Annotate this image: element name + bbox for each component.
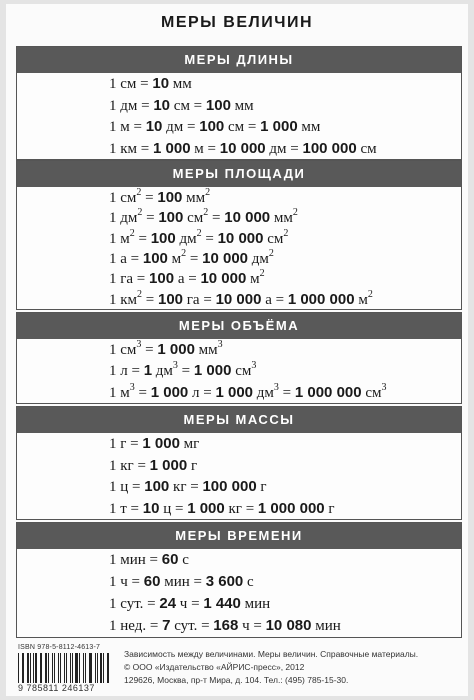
equation-text: =: [142, 210, 159, 227]
equation-value: 1: [143, 362, 153, 380]
equation-text: а =: [261, 291, 288, 308]
equation-text: 1 г =: [109, 436, 143, 452]
barcode-bar: [56, 653, 57, 683]
equation-row: [109, 189, 455, 207]
barcode-bar: [23, 653, 24, 683]
equation-row: [109, 227, 455, 248]
barcode-bar: [85, 653, 86, 683]
equation-value: 168: [213, 617, 239, 634]
equation-value: 1 000: [150, 383, 189, 401]
equation-value: 7: [162, 617, 171, 634]
equation-text: мин: [311, 618, 341, 634]
barcode: [18, 644, 110, 693]
barcode-bar: [89, 653, 90, 683]
equation-text: 1 м: [109, 384, 130, 401]
barcode-bar: [107, 653, 108, 683]
equation-row: [109, 573, 455, 591]
barcode-bar: [20, 653, 21, 683]
section-volume: [16, 312, 462, 404]
equation-row: [109, 457, 455, 475]
equation-value: 100 000: [302, 139, 357, 157]
equation-text: =: [208, 210, 225, 227]
equation-text: мм: [270, 210, 293, 227]
equation-text: дм: [175, 230, 197, 247]
equation-text: 1 м =: [109, 119, 146, 135]
exponent: 2: [203, 207, 209, 219]
imprint-text: [124, 648, 418, 687]
exponent: 2: [129, 227, 135, 239]
equation-text: 1 л =: [109, 363, 144, 380]
equation-row: [109, 617, 455, 635]
equation-text: кг =: [169, 479, 203, 495]
equation-value: 3 600: [205, 573, 244, 590]
equation-value: 100: [199, 118, 225, 135]
section-time: [16, 522, 462, 638]
equation-value: 10 000: [200, 270, 247, 288]
barcode-bar: [81, 653, 82, 683]
exponent: 2: [136, 187, 142, 198]
equation-text: г: [324, 500, 335, 517]
equation-text: мм: [297, 119, 321, 135]
reference-card: [6, 4, 468, 696]
equation-value: 10 000: [224, 209, 271, 227]
equation-row: [109, 341, 455, 359]
equation-value: 100: [157, 189, 183, 206]
exponent: 3: [381, 381, 387, 393]
barcode-bar: [97, 653, 98, 683]
equation-text: дм =: [162, 119, 200, 135]
equation-row: [109, 478, 455, 496]
barcode-bar: [27, 653, 29, 683]
equation-text: 1 км =: [109, 140, 153, 157]
equation-text: мм: [182, 190, 206, 206]
equation-text: мин: [240, 596, 271, 612]
exponent: 2: [283, 227, 289, 239]
equation-text: с: [243, 574, 254, 590]
equation-text: кг =: [224, 500, 258, 517]
equation-value: 1 000 000: [287, 290, 355, 308]
barcode-bar: [83, 653, 84, 683]
equation-text: 1 га =: [109, 271, 150, 288]
barcode-bar: [40, 653, 41, 683]
barcode-bar: [72, 653, 73, 683]
imprint-line: 129626, Москва, пр-т Мира, д. 104. Тел.: (495) 785-15-30.: [124, 675, 349, 685]
equation-value: 1 000: [260, 118, 298, 135]
equation-text: см =: [224, 119, 261, 135]
equation-row: [109, 381, 455, 402]
equation-value: 1 000: [215, 383, 254, 401]
imprint-line: Зависимость между величинами. Меры величин. Справочные материалы.: [124, 649, 419, 659]
equation-value: 10 000: [217, 229, 264, 247]
imprint-footer: [6, 640, 468, 696]
equation-row: [109, 551, 455, 569]
barcode-bar: [45, 653, 47, 683]
isbn-text: ISBN 978-5-8112-4613-7: [18, 644, 101, 651]
equation-text: 1 см =: [109, 76, 153, 92]
equation-value: 100: [144, 478, 170, 495]
equation-text: 1 км: [109, 291, 138, 308]
equation-value: 1 440: [203, 595, 241, 612]
barcode-bar: [68, 653, 69, 683]
barcode-bar: [70, 653, 71, 683]
equation-text: 1 нед. =: [109, 618, 163, 634]
barcode-bar: [38, 653, 39, 683]
equation-text: г: [256, 479, 267, 495]
exponent: 3: [251, 360, 257, 372]
barcode-bar: [18, 653, 19, 683]
section-header: МЕРЫ ПЛОЩАДИ: [17, 161, 461, 187]
equation-value: 60: [161, 551, 179, 568]
equation-text: 1 дм =: [109, 97, 154, 114]
exponent: 2: [137, 288, 143, 300]
equation-text: 1 ч =: [109, 574, 144, 590]
equation-text: см: [361, 384, 382, 401]
barcode-bar: [100, 653, 102, 683]
equation-text: ч =: [238, 618, 266, 634]
exponent: 3: [129, 381, 135, 393]
equation-text: м: [167, 251, 182, 267]
barcode-bar: [103, 653, 104, 683]
barcode-bar: [90, 653, 92, 683]
barcode-bar: [43, 653, 44, 683]
equation-text: л =: [188, 384, 216, 401]
equation-row: [109, 250, 455, 268]
equation-value: 1 000: [187, 499, 225, 517]
equation-text: =: [134, 384, 151, 401]
exponent: 2: [137, 207, 143, 219]
section-length: [16, 46, 462, 160]
equation-text: см: [263, 230, 284, 247]
equation-text: дм: [152, 363, 173, 380]
equation-value: 100: [158, 209, 184, 227]
exponent: 3: [273, 381, 279, 393]
equation-row: [109, 595, 455, 613]
equation-text: см =: [170, 97, 206, 114]
equation-text: м: [354, 291, 368, 308]
barcode-bar: [66, 653, 67, 683]
barcode-bar: [48, 653, 49, 683]
equation-text: 1 а =: [109, 251, 143, 267]
equation-value: 1 000: [157, 341, 195, 358]
equation-row: [109, 118, 455, 136]
barcode-bar: [99, 653, 100, 683]
exponent: 3: [217, 339, 223, 350]
equation-value: 1 000: [142, 435, 180, 452]
equation-text: мг: [179, 436, 200, 452]
imprint-line: © ООО «Издательство «АЙРИС-пресс», 2012: [124, 662, 305, 672]
section-header: МЕРЫ ОБЪЁМА: [17, 313, 461, 339]
equation-value: 10: [152, 75, 170, 92]
barcode-bar: [25, 653, 26, 683]
barcode-bar: [30, 653, 31, 683]
barcode-bar: [95, 653, 96, 683]
equation-value: 10: [145, 118, 163, 135]
equation-text: дм: [253, 384, 274, 401]
equation-text: =: [141, 342, 158, 358]
equation-text: г: [187, 457, 198, 474]
equation-row: [109, 270, 455, 288]
equation-row: [109, 209, 455, 227]
equation-text: =: [142, 291, 158, 308]
equation-text: 1 м: [109, 230, 130, 247]
equation-value: 1 000 000: [257, 499, 325, 517]
equation-text: мин =: [160, 574, 206, 590]
equation-value: 100: [205, 96, 231, 114]
equation-value: 1 000 000: [294, 383, 362, 401]
equation-value: 100 000: [202, 478, 257, 495]
equation-text: =: [177, 363, 194, 380]
equation-text: с: [178, 552, 189, 568]
equation-row: [109, 435, 455, 453]
equation-value: 1 000: [193, 362, 232, 380]
equation-value: 24: [159, 595, 177, 612]
page-title: МЕРЫ ВЕЛИЧИН: [160, 14, 314, 31]
exponent: 2: [181, 248, 187, 259]
equation-value: 1 000: [153, 139, 191, 157]
equation-text: =: [134, 230, 151, 247]
equation-text: 1 кг =: [109, 457, 150, 474]
equation-text: мм: [169, 76, 192, 92]
exponent: 3: [136, 339, 142, 350]
barcode-bar: [93, 653, 94, 683]
section-header: МЕРЫ ДЛИНЫ: [17, 47, 461, 73]
equation-row: [109, 140, 455, 158]
barcode-bar: [62, 653, 63, 683]
equation-text: =: [186, 251, 203, 267]
equation-text: =: [278, 384, 295, 401]
equation-text: мм: [194, 342, 218, 358]
barcode-bar: [74, 653, 75, 683]
exponent: 2: [205, 187, 211, 198]
equation-row: [109, 362, 455, 380]
equation-text: мм: [230, 97, 254, 114]
barcode-bar: [52, 653, 53, 683]
equation-row: [109, 75, 455, 93]
equation-text: ц =: [159, 500, 188, 517]
equation-value: 100: [142, 250, 168, 267]
equation-value: 1 000: [149, 456, 188, 474]
equation-text: дм: [248, 251, 269, 267]
barcode-bar: [58, 653, 59, 683]
exponent: 2: [367, 288, 373, 300]
equation-text: м =: [190, 140, 220, 157]
barcode-bar: [108, 653, 109, 683]
exponent: 2: [268, 248, 274, 259]
equation-row: [109, 288, 455, 309]
barcode-bar: [22, 653, 23, 683]
barcode-bar: [41, 653, 42, 683]
exponent: 2: [196, 227, 202, 239]
equation-value: 100: [158, 290, 184, 308]
equation-text: дм =: [265, 140, 303, 157]
equation-text: а =: [174, 271, 201, 288]
exponent: 2: [292, 207, 298, 219]
section-header: МЕРЫ МАССЫ: [17, 407, 461, 433]
section-header: МЕРЫ ВРЕМЕНИ: [17, 523, 461, 549]
barcode-bar: [54, 653, 56, 683]
equation-text: см: [356, 140, 377, 157]
equation-text: см: [183, 210, 204, 227]
barcode-bar: [105, 653, 106, 683]
exponent: 2: [259, 268, 265, 280]
equation-text: =: [141, 190, 158, 206]
equation-text: 1 дм: [109, 210, 138, 227]
equation-value: 10: [142, 499, 160, 517]
barcode-bar: [35, 653, 37, 683]
barcode-bars: [18, 653, 110, 683]
equation-text: =: [201, 230, 218, 247]
equation-text: 1 сут. =: [109, 596, 160, 612]
equation-text: см: [231, 363, 252, 380]
equation-text: 1 мин =: [109, 552, 162, 568]
equation-text: ч =: [176, 596, 204, 612]
equation-text: 1 т =: [109, 500, 143, 517]
barcode-bar: [79, 653, 81, 683]
equation-text: га =: [183, 291, 216, 308]
equation-value: 10: [153, 96, 171, 114]
equation-row: [109, 97, 455, 115]
barcode-bar: [50, 653, 51, 683]
equation-value: 10 000: [202, 250, 249, 267]
equation-value: 10 080: [265, 617, 312, 634]
equation-text: м: [246, 271, 260, 288]
equation-text: 1 см: [109, 342, 137, 358]
barcode-bar: [87, 653, 88, 683]
section-area: [16, 160, 462, 310]
barcode-bar: [64, 653, 66, 683]
barcode-bar: [75, 653, 77, 683]
equation-text: 1 см: [109, 190, 137, 206]
equation-row: [109, 500, 455, 518]
equation-text: 1 ц =: [109, 479, 145, 495]
exponent: 3: [172, 360, 178, 372]
barcode-bar: [60, 653, 61, 683]
barcode-bar: [33, 653, 34, 683]
section-mass: [16, 406, 462, 520]
equation-value: 100: [150, 229, 176, 247]
barcode-bar: [31, 653, 32, 683]
equation-value: 60: [143, 573, 161, 590]
equation-text: сут. =: [170, 618, 214, 634]
equation-value: 10 000: [219, 139, 266, 157]
equation-value: 10 000: [215, 290, 262, 308]
equation-value: 100: [149, 270, 175, 288]
barcode-digits: 9 785811 246137: [18, 683, 95, 693]
